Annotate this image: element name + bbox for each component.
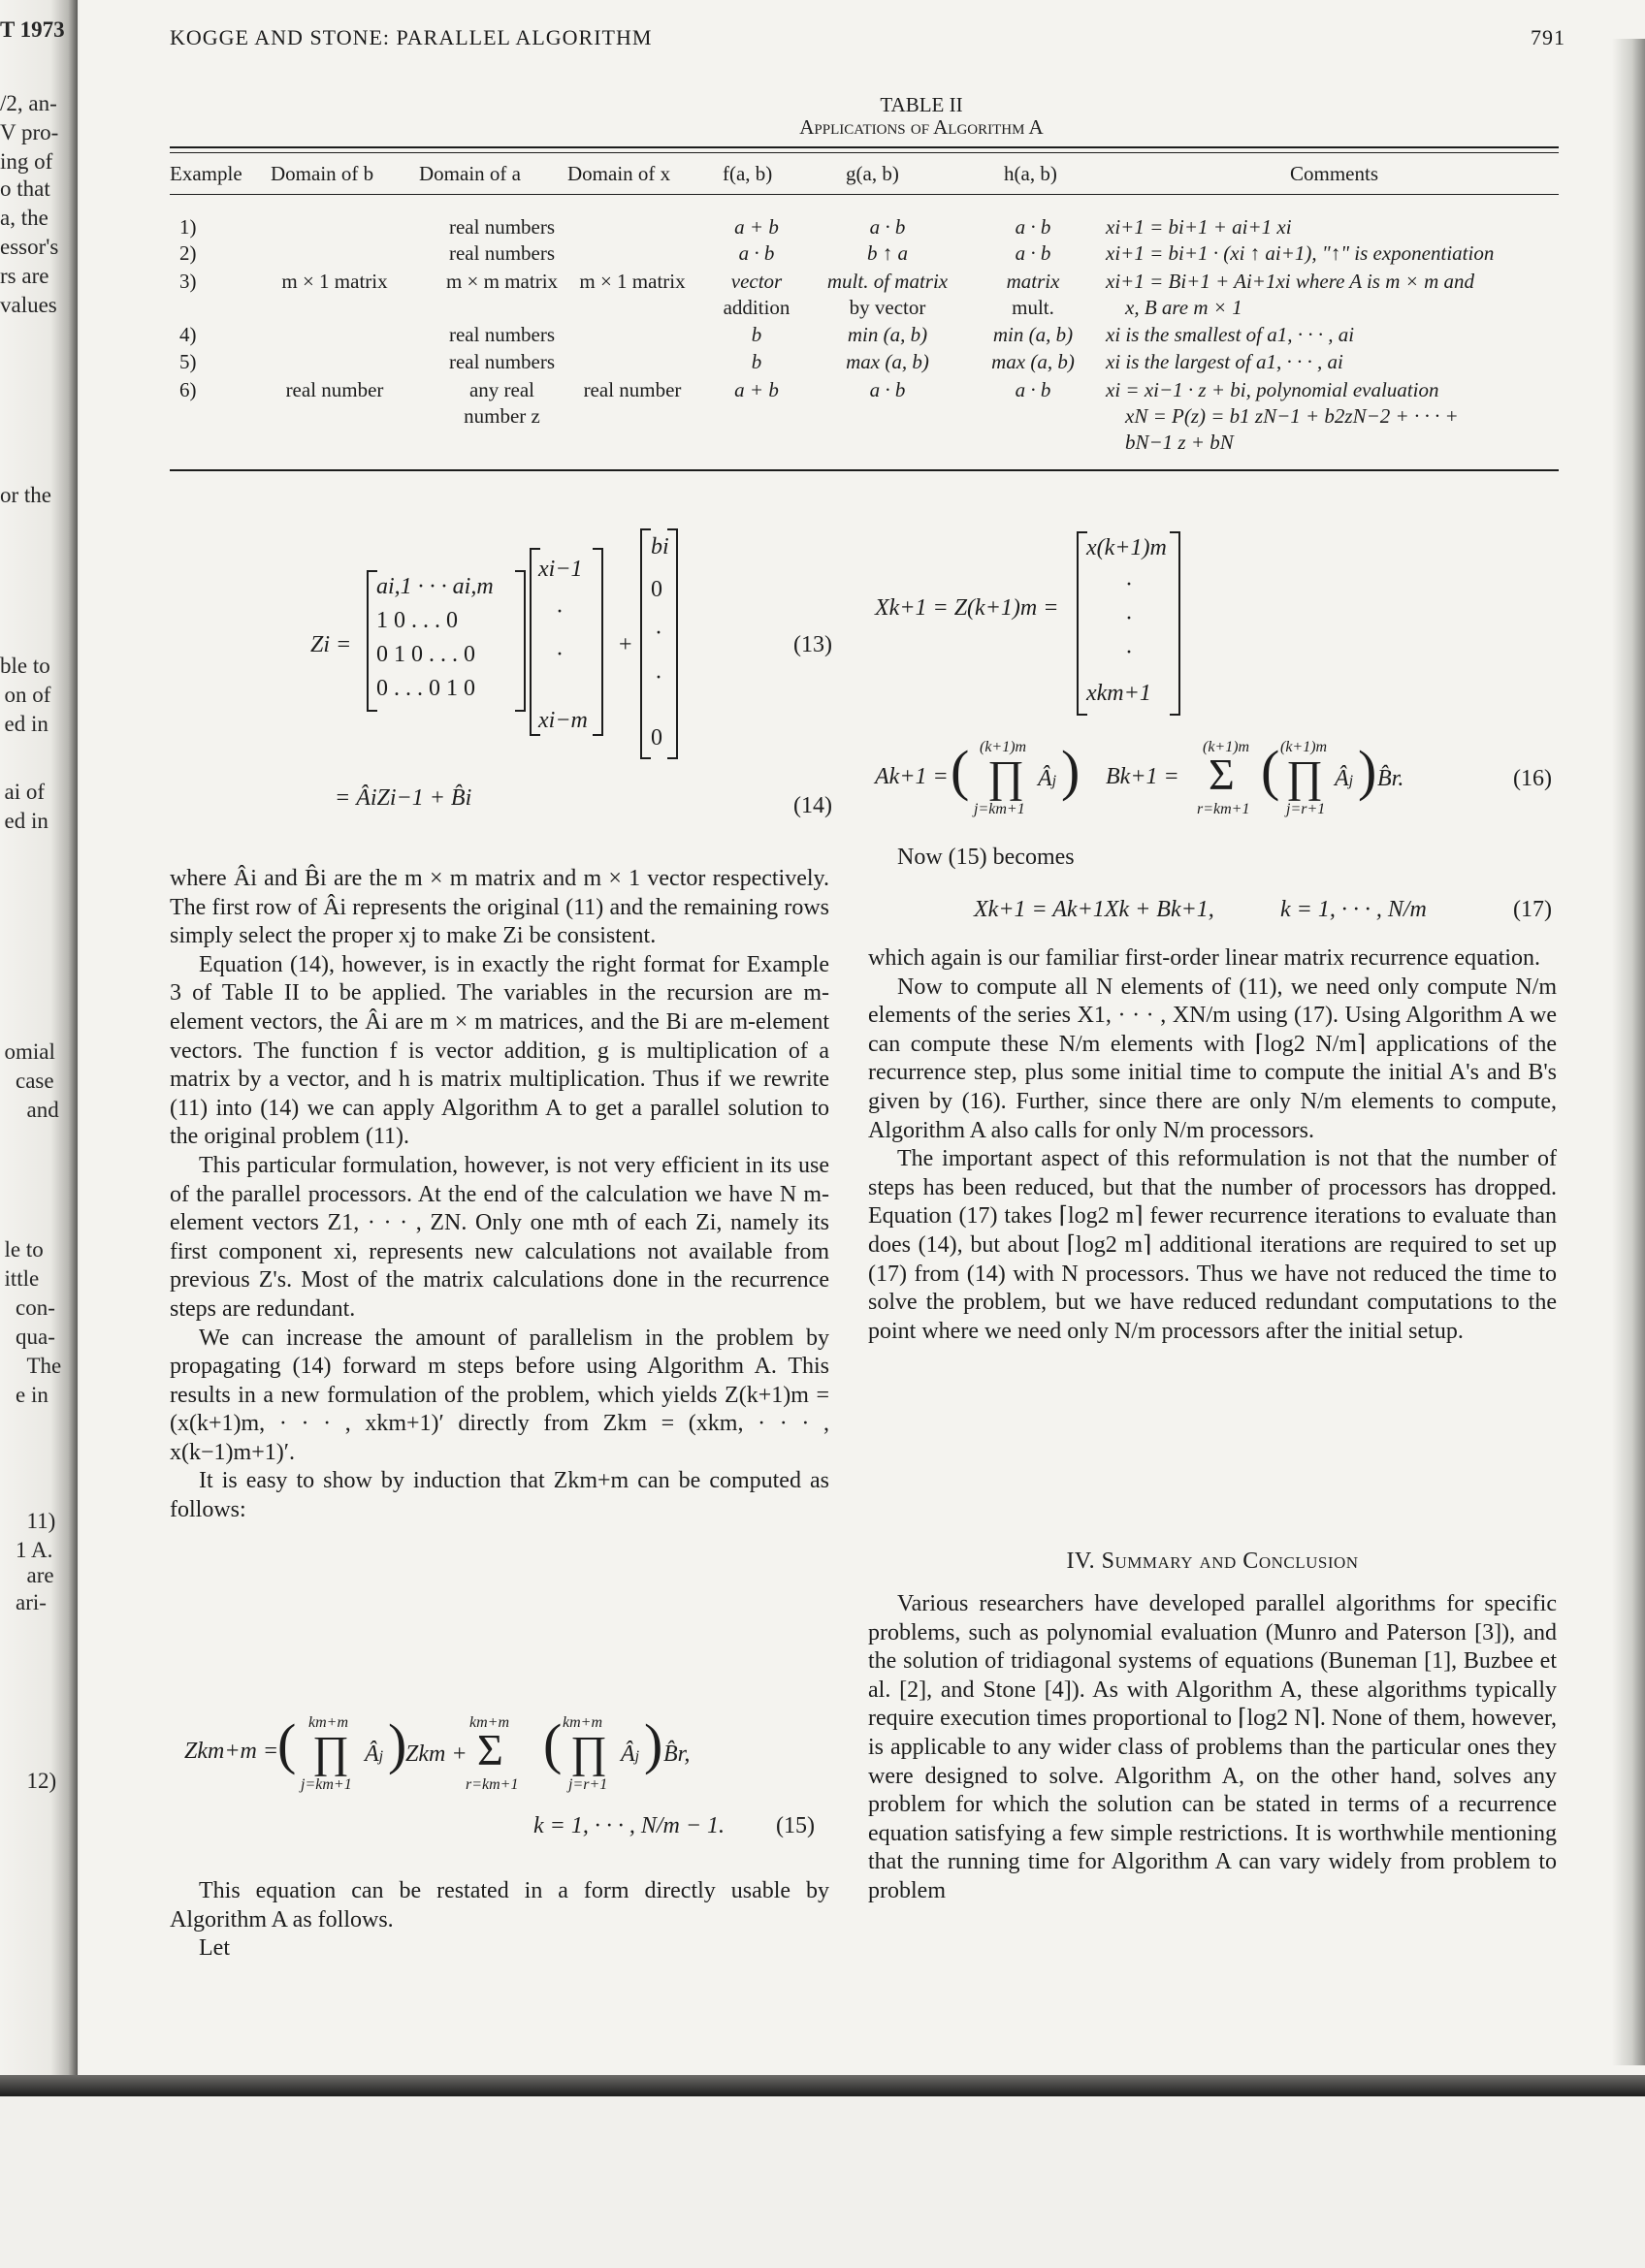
table-cell-comment: xi is the smallest of a1, · · · , ai — [1106, 323, 1355, 346]
table-cell-domain-x: real number — [583, 378, 682, 401]
eq15-prod2-bottom: j=r+1 — [568, 1776, 608, 1793]
left-page-fragments — [0, 0, 78, 2075]
eqX-entry: · — [1125, 606, 1133, 631]
left-paragraph: Equation (14), however, is in exactly the right format for Example 3 of Table II to be applied. The variables in the recursion are m-element vectors, the Âi are m × m matrices, and the Bi are m-element vectors. The function f is vector addition, g is multiplication of a matrix by a vector, and h is matrix multiplication. Thus if we rewrite (11) into (14) we can apply Algorithm A to get a parallel solution to the original problem (11). — [170, 951, 829, 1150]
eq13-x-entry: xi−m — [538, 708, 588, 733]
eqX-entry: x(k+1)m — [1086, 535, 1167, 560]
eq15-sum-top: km+m — [469, 1714, 510, 1731]
table-cell-comment: xi+1 = bi+1 · (xi ↑ ai+1), "↑" is exponentiation — [1106, 241, 1495, 265]
table-cell-comment: xN = P(z) = b1 zN−1 + b2zN−2 + · · · + — [1125, 404, 1459, 428]
table-cell-f: a + b — [734, 378, 779, 401]
table-cell-domain-a: number z — [464, 404, 540, 428]
table-column-header: Comments — [1290, 162, 1379, 185]
left-page-fragment: o that — [0, 176, 50, 201]
left-page-fragment: a, the — [0, 206, 48, 230]
eq13-b-right-bracket — [667, 528, 678, 759]
eq13-lhs: Zi = — [310, 632, 352, 657]
eq16-prod-bottom: j=km+1 — [974, 801, 1025, 817]
eq15-prod2-symbol: ∏ — [570, 1727, 607, 1776]
left-page-fragment: /2, an- — [0, 91, 57, 115]
left-paragraph: It is easy to show by induction that Zkm+m can be computed as follows: — [170, 1468, 829, 1523]
scan-bottom-band — [0, 2096, 1645, 2268]
table-cell-h: max (a, b) — [991, 350, 1075, 373]
left-paragraph: Let — [199, 1935, 230, 1962]
table-cell-f: vector — [730, 270, 783, 293]
eq13-x-entry: xi−1 — [538, 557, 583, 582]
table-cell-domain-a: real numbers — [448, 323, 556, 346]
eq15-number: (15) — [776, 1813, 815, 1838]
left-page-fragment: ittle — [4, 1266, 40, 1291]
eq15-open-paren: ( — [277, 1712, 297, 1775]
table-label: TABLE II — [880, 93, 963, 116]
left-page-fragment: 1 A. — [16, 1538, 53, 1562]
table-column-header: g(a, b) — [846, 162, 899, 185]
eq13-matrix-row: 0 1 0 . . . 0 — [376, 642, 475, 667]
table-cell-domain-b: m × 1 matrix — [281, 270, 388, 293]
eq16-tail: B̂r. — [1377, 766, 1404, 791]
eq15-range: k = 1, · · · , N/m − 1. — [533, 1813, 726, 1838]
left-column-text — [170, 865, 829, 1525]
table-column-header: Domain of a — [419, 162, 521, 185]
eq16-prod2-bottom: j=r+1 — [1286, 801, 1326, 817]
left-page-fragment: V pro- — [0, 120, 59, 144]
eq15-tail: B̂r, — [663, 1741, 691, 1767]
left-page-fragment: qua- — [16, 1325, 55, 1349]
table-cell-domain-x: m × 1 matrix — [579, 270, 686, 293]
eq16-open-paren-2: ( — [1261, 739, 1280, 802]
equation-14: = ÂiZi−1 + B̂i — [335, 785, 472, 811]
eq13-matrix-row: 0 . . . 0 1 0 — [376, 676, 475, 701]
eq13-b-entry: · — [655, 621, 662, 646]
eq15-close-paren-2: ) — [644, 1712, 663, 1775]
table-cell-example: 5) — [179, 350, 197, 373]
eqX-entry: · — [1125, 640, 1133, 665]
table-cell-example: 4) — [179, 323, 197, 346]
table-top-rule — [170, 146, 1559, 148]
left-page-fragment: ble to — [0, 654, 50, 678]
left-paragraph: This equation can be restated in a form directly usable by Algorithm A as follows. — [170, 1878, 829, 1933]
eq16-sum-symbol: Σ — [1209, 750, 1235, 799]
right-column-text-3 — [868, 1590, 1557, 1906]
eq15-prod-top: km+m — [308, 1714, 349, 1731]
eq15-prod-bottom: j=km+1 — [301, 1776, 352, 1793]
table-cell-f: addition — [723, 296, 790, 319]
right-paragraph: Various researchers have developed parallel algorithms for specific problems, such as polynomial evaluation (Munro and Paterson [3]), and the solution of tridiagonal systems of equations (Buneman [1], Buzbee et al. [2], and Stone [4]). As with Algorithm A, these algorithms typically require execution times proportional to ⌈log2 N⌉. None of them, however, is applicable to any wider class of problems than the particular ones they were designed to solve. Algorithm A, on the other hand, solves any problem for which the solution can be stated in terms of a recurrence equation satisfying a few simple restrictions. It is worthwhile mentioning that the running time for Algorithm A can vary widely from problem to problem — [868, 1591, 1557, 1903]
table-cell-f: a + b — [734, 215, 779, 239]
left-page-fragment: e in — [16, 1383, 48, 1407]
table-cell-domain-b: real number — [285, 378, 384, 401]
eq13-matrix-row: 1 0 . . . 0 — [376, 608, 458, 633]
running-title: KOGGE AND STONE: PARALLEL ALGORITHM — [170, 25, 653, 49]
eq13-x-entry: · — [556, 642, 564, 667]
table-cell-example: 1) — [179, 215, 197, 239]
table-cell-h: min (a, b) — [992, 323, 1074, 346]
eq13-matrix-row: ai,1 · · · ai,m — [376, 574, 494, 599]
scan-bottom-shadow — [0, 2075, 1645, 2096]
table-cell-domain-a: real numbers — [448, 215, 556, 239]
eq13-b-entry: bi — [651, 534, 669, 559]
table-cell-comment: xi+1 = Bi+1 + Ai+1xi where A is m × m and — [1106, 270, 1474, 293]
right-paragraph: which again is our familiar first-order linear matrix recurrence equation. — [868, 945, 1541, 971]
left-page-fragment: omial — [4, 1039, 55, 1064]
eq16-sum-top: (k+1)m — [1203, 739, 1250, 755]
table-cell-example: 6) — [179, 378, 197, 401]
table-cell-g: b ↑ a — [867, 241, 908, 265]
eq15-prod-symbol: ∏ — [312, 1727, 349, 1776]
eq13-b-entry: 0 — [651, 577, 662, 602]
eq15-sum-symbol: Σ — [477, 1725, 503, 1774]
table-header-rule — [170, 194, 1559, 195]
table-cell-domain-a: real numbers — [448, 350, 556, 373]
eq16-open-paren: ( — [951, 739, 970, 802]
eq13-x-entry: · — [556, 599, 564, 624]
table-cell-h: a · b — [1015, 378, 1051, 401]
table-cell-example: 2) — [179, 241, 197, 265]
table-cell-g: min (a, b) — [847, 323, 928, 346]
table-cell-f: b — [751, 350, 762, 373]
left-page-fragment: on of — [4, 683, 51, 707]
right-paragraph: Now to compute all N elements of (11), we need only compute N/m elements of the series X1, · · · , XN/m using (17). Using Algorithm A we can compute these N/m elements with ⌈log2 N/m⌉ applications of the recurrence step, plus some initial time to compute the initial A's and B's given by (16). Further, since there are only N/m elements to compute, Algorithm A also calls for only N/m processors. — [868, 974, 1557, 1143]
eq15-A-hat: Âj — [365, 1741, 384, 1767]
table-column-header: h(a, b) — [1004, 162, 1057, 185]
table-cell-comment: xi = xi−1 · z + bi, polynomial evaluation — [1106, 378, 1439, 401]
left-page-fragment: are — [26, 1563, 54, 1587]
left-page-fragment: rs are — [0, 264, 49, 288]
table-cell-f: a · b — [738, 241, 775, 265]
eq15-close-paren: ) — [388, 1712, 407, 1775]
table-cell-g: a · b — [869, 378, 906, 401]
eq16-prod-top: (k+1)m — [980, 739, 1027, 755]
table-column-header: Domain of b — [271, 162, 374, 185]
left-page-fragment: ari- — [16, 1590, 47, 1614]
section-heading: IV. Summary and Conclusion — [1066, 1549, 1359, 1574]
left-page-fragment: case — [16, 1069, 54, 1093]
table-column-header: Domain of x — [567, 162, 671, 185]
eq15-open-paren-2: ( — [543, 1712, 563, 1775]
eq13-x-right-bracket — [593, 548, 603, 736]
eq17-number: (17) — [1513, 897, 1552, 922]
table-cell-domain-a: any real — [468, 378, 535, 401]
table-cell-g: a · b — [869, 215, 906, 239]
table-cell-domain-a: real numbers — [448, 241, 556, 265]
eq16-sum-bottom: r=km+1 — [1197, 801, 1250, 817]
eq16-prod2-top: (k+1)m — [1280, 739, 1328, 755]
left-paragraph: where Âi and B̂i are the m × m matrix and m × 1 vector respectively. The first row of Âi represents the original (11) and the remaining rows simply select the proper xj to make Zi be consistent. — [170, 866, 829, 949]
right-column-text-2 — [868, 944, 1557, 1346]
equation-17: Xk+1 = Ak+1Xk + Bk+1, — [974, 897, 1214, 922]
eq13-b-entry: · — [655, 665, 662, 690]
eq16-close-paren-2: ) — [1358, 739, 1377, 802]
table-cell-h: a · b — [1015, 241, 1051, 265]
table-bottom-rule — [170, 469, 1559, 471]
eq13-plus: + — [619, 632, 632, 657]
eq13-number: (13) — [793, 632, 832, 657]
right-column-text — [868, 844, 1557, 873]
page-number: 791 — [1531, 25, 1565, 49]
table-cell-comment: xi+1 = bi+1 + ai+1 xi — [1106, 215, 1292, 239]
eq13-b-left-bracket — [640, 528, 651, 759]
eq16-A-hat-2: Âj — [1335, 766, 1354, 791]
table-cell-g: by vector — [849, 296, 926, 319]
eq16-prod-symbol: ∏ — [987, 751, 1024, 801]
eq15-prod2-top: km+m — [563, 1714, 603, 1731]
eq16-A-lhs: Ak+1 = — [875, 764, 949, 789]
eq16-close-paren: ) — [1061, 739, 1081, 802]
table-column-header: Example — [170, 162, 242, 185]
eqX-entry: · — [1125, 572, 1133, 597]
eq15-sum-bottom: r=km+1 — [466, 1776, 519, 1793]
table-column-header: f(a, b) — [723, 162, 773, 185]
right-paragraph: The important aspect of this reformulation is not that the number of steps has been reduced, but that the number of processors has dropped. Equation (17) takes ⌈log2 m⌉ fewer recurrence iterations to evaluate than does (14), but about ⌈log2 m⌉ additional iterations are required to set up (17) from (14) with N processors. Thus we have not reduced the time to solve the problem, but we have reduced redundant computations to the point where we need only N/m processors after the initial setup. — [868, 1146, 1557, 1344]
table-caption: Applications of Algorithm A — [799, 115, 1044, 139]
table-cell-h: a · b — [1015, 215, 1051, 239]
left-page-fragment: essor's — [0, 235, 59, 259]
left-paragraph: We can increase the amount of parallelism in the problem by propagating (14) forward m steps before using Algorithm A. This results in a new formulation of the problem, which yields Z(k+1)m = (x(k+1)m, · · · , xkm+1)′ directly from Zkm = (xkm, · · · , x(k−1)m+1)′. — [170, 1325, 829, 1465]
eq16-number: (16) — [1513, 766, 1552, 791]
left-page-fragment: 12) — [26, 1769, 57, 1793]
table-cell-example: 3) — [179, 270, 197, 293]
eq17-range: k = 1, · · · , N/m — [1280, 897, 1427, 922]
eq16-B-lhs: Bk+1 = — [1106, 764, 1179, 789]
eq13-matrix-right-bracket — [515, 570, 526, 712]
left-page-fragment: The — [26, 1354, 62, 1378]
eq16-A-hat: Âj — [1038, 766, 1057, 791]
left-page-fragment: values — [0, 293, 57, 317]
table-top-rule-2 — [170, 152, 1559, 153]
left-paragraph: This particular formulation, however, is not very efficient in its use of the parallel processors. At the end of the calculation we have N m-element vectors Z1, · · · , ZN. Only one mth of each Zi, namely its first component xi, represents new calculations not available from previous Z's. Most of the matrix calculations done in the recurrence steps are redundant. — [170, 1152, 829, 1322]
table-cell-g: mult. of matrix — [826, 270, 949, 293]
page-right-edge — [1612, 39, 1645, 2065]
left-page-fragment: 11) — [26, 1509, 56, 1533]
table-cell-comment: x, B are m × 1 — [1125, 296, 1242, 319]
left-page-fragment: ing of — [0, 149, 53, 174]
left-page-fragment: and — [26, 1098, 59, 1122]
left-page-fragment: ai of — [4, 780, 46, 804]
eq15-lhs: Zkm+m = — [184, 1739, 279, 1764]
eq15-mid: Zkm + — [405, 1741, 468, 1767]
left-page-fragment: le to — [4, 1237, 44, 1262]
eq16-prod2-symbol: ∏ — [1286, 751, 1323, 801]
table-cell-g: max (a, b) — [846, 350, 929, 373]
left-page-fragment: or the — [0, 483, 52, 507]
eq14-number: (14) — [793, 793, 832, 818]
eqX-lhs: Xk+1 = Z(k+1)m = — [875, 595, 1059, 621]
table-cell-h: matrix — [1006, 270, 1060, 293]
table-cell-f: b — [751, 323, 762, 346]
table-cell-h: mult. — [1012, 296, 1054, 319]
left-column-text-2 — [170, 1877, 829, 1964]
table-cell-comment: bN−1 z + bN — [1125, 431, 1234, 454]
eqX-right-bracket — [1170, 531, 1180, 716]
eqX-entry: xkm+1 — [1086, 681, 1151, 706]
left-page-fragment: con- — [16, 1295, 55, 1320]
left-page-fragment: ed in — [4, 809, 48, 833]
eq13-b-entry: 0 — [651, 725, 662, 751]
table-cell-comment: xi is the largest of a1, · · · , ai — [1106, 350, 1343, 373]
left-page-fragment: ed in — [4, 712, 48, 736]
right-paragraph: Now (15) becomes — [897, 845, 1075, 870]
left-page-fragment: T 1973 — [0, 17, 65, 42]
eq15-A-hat-2: Âj — [621, 1741, 640, 1767]
table-cell-domain-a: m × m matrix — [445, 270, 559, 293]
